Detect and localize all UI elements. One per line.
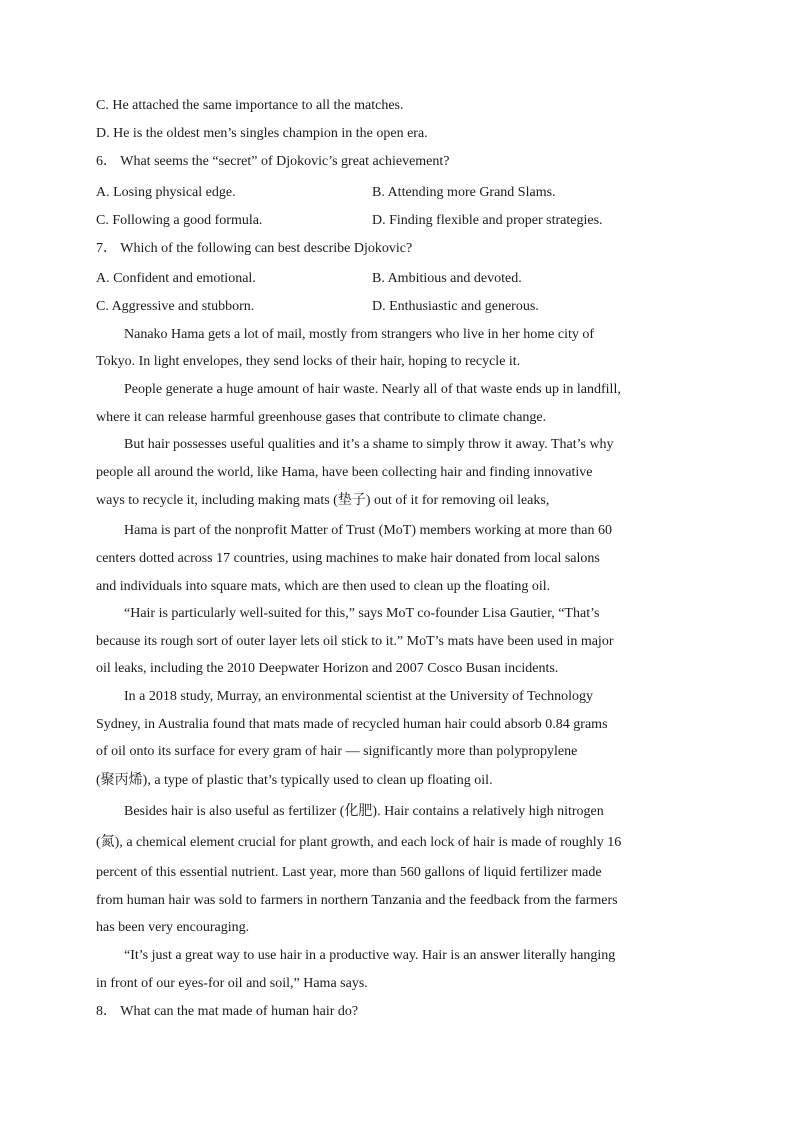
passage-line: “Hair is particularly well-suited for this,” says MoT co-founder Lisa Gautier, “That’s	[124, 606, 600, 621]
passage-line: has been very encouraging.	[96, 920, 250, 935]
q8-stem: 8． What can the mat made of human hair do?	[96, 1004, 359, 1019]
passage-line: from human hair was sold to farmers in northern Tanzania and the feedback from the farmers	[96, 893, 618, 908]
passage-line: centers dotted across 17 countries, using machines to make hair donated from local salons	[96, 551, 600, 566]
q6-stem: 6． What seems the “secret” of Djokovic’s great achievement?	[96, 154, 450, 169]
q6-option-d: D. Finding flexible and proper strategies.	[372, 213, 603, 228]
passage-line: and individuals into square mats, which are then used to clean up the floating oil.	[96, 579, 551, 594]
passage-line: people all around the world, like Hama, have been collecting hair and finding innovative	[96, 465, 593, 480]
passage-line: percent of this essential nutrient. Last year, more than 560 gallons of liquid fertilizer made	[96, 865, 602, 880]
q7-stem: 7． Which of the following can best describe Djokovic?	[96, 241, 413, 256]
passage-line: Sydney, in Australia found that mats made of recycled human hair could absorb 0.84 grams	[96, 717, 608, 732]
passage-line: ways to recycle it, including making mats (垫子) out of it for removing oil leaks,	[96, 493, 550, 508]
passage-line: Tokyo. In light envelopes, they send locks of their hair, hoping to recycle it.	[96, 354, 521, 369]
passage-line: People generate a huge amount of hair waste. Nearly all of that waste ends up in landfill,	[124, 382, 621, 397]
q7-option-d: D. Enthusiastic and generous.	[372, 299, 539, 314]
passage-line: (聚丙烯), a type of plastic that’s typically used to clean up floating oil.	[96, 773, 493, 788]
passage-line: in front of our eyes-for oil and soil,” Hama says.	[96, 976, 368, 991]
q6-option-c: C. Following a good formula.	[96, 213, 263, 228]
q7-option-b: B. Ambitious and devoted.	[372, 271, 522, 286]
q5-option-d: D. He is the oldest men’s singles champion in the open era.	[96, 126, 428, 141]
passage-line: (氮), a chemical element crucial for plant growth, and each lock of hair is made of roughly 16	[96, 835, 622, 850]
passage-line: But hair possesses useful qualities and it’s a shame to simply throw it away. That’s why	[124, 437, 614, 452]
q5-option-c: C. He attached the same importance to all the matches.	[96, 98, 404, 113]
passage-line: Hama is part of the nonprofit Matter of Trust (MoT) members working at more than 60	[124, 523, 612, 538]
passage-line: “It’s just a great way to use hair in a productive way. Hair is an answer literally hanging	[124, 948, 616, 963]
passage-line: where it can release harmful greenhouse gases that contribute to climate change.	[96, 410, 547, 425]
passage-line: Nanako Hama gets a lot of mail, mostly from strangers who live in her home city of	[124, 327, 595, 342]
passage-line: because its rough sort of outer layer lets oil stick to it.” MoT’s mats have been used in major	[96, 634, 614, 649]
passage-line: In a 2018 study, Murray, an environmental scientist at the University of Technology	[124, 689, 593, 704]
q6-option-a: A. Losing physical edge.	[96, 185, 236, 200]
passage-line: Besides hair is also useful as fertilizer (化肥). Hair contains a relatively high nitrogen	[124, 804, 604, 819]
q7-option-a: A. Confident and emotional.	[96, 271, 256, 286]
passage-line: of oil onto its surface for every gram of hair — significantly more than polypropylene	[96, 744, 578, 759]
passage-line: oil leaks, including the 2010 Deepwater Horizon and 2007 Cosco Busan incidents.	[96, 661, 559, 676]
q7-option-c: C. Aggressive and stubborn.	[96, 299, 255, 314]
q6-option-b: B. Attending more Grand Slams.	[372, 185, 556, 200]
